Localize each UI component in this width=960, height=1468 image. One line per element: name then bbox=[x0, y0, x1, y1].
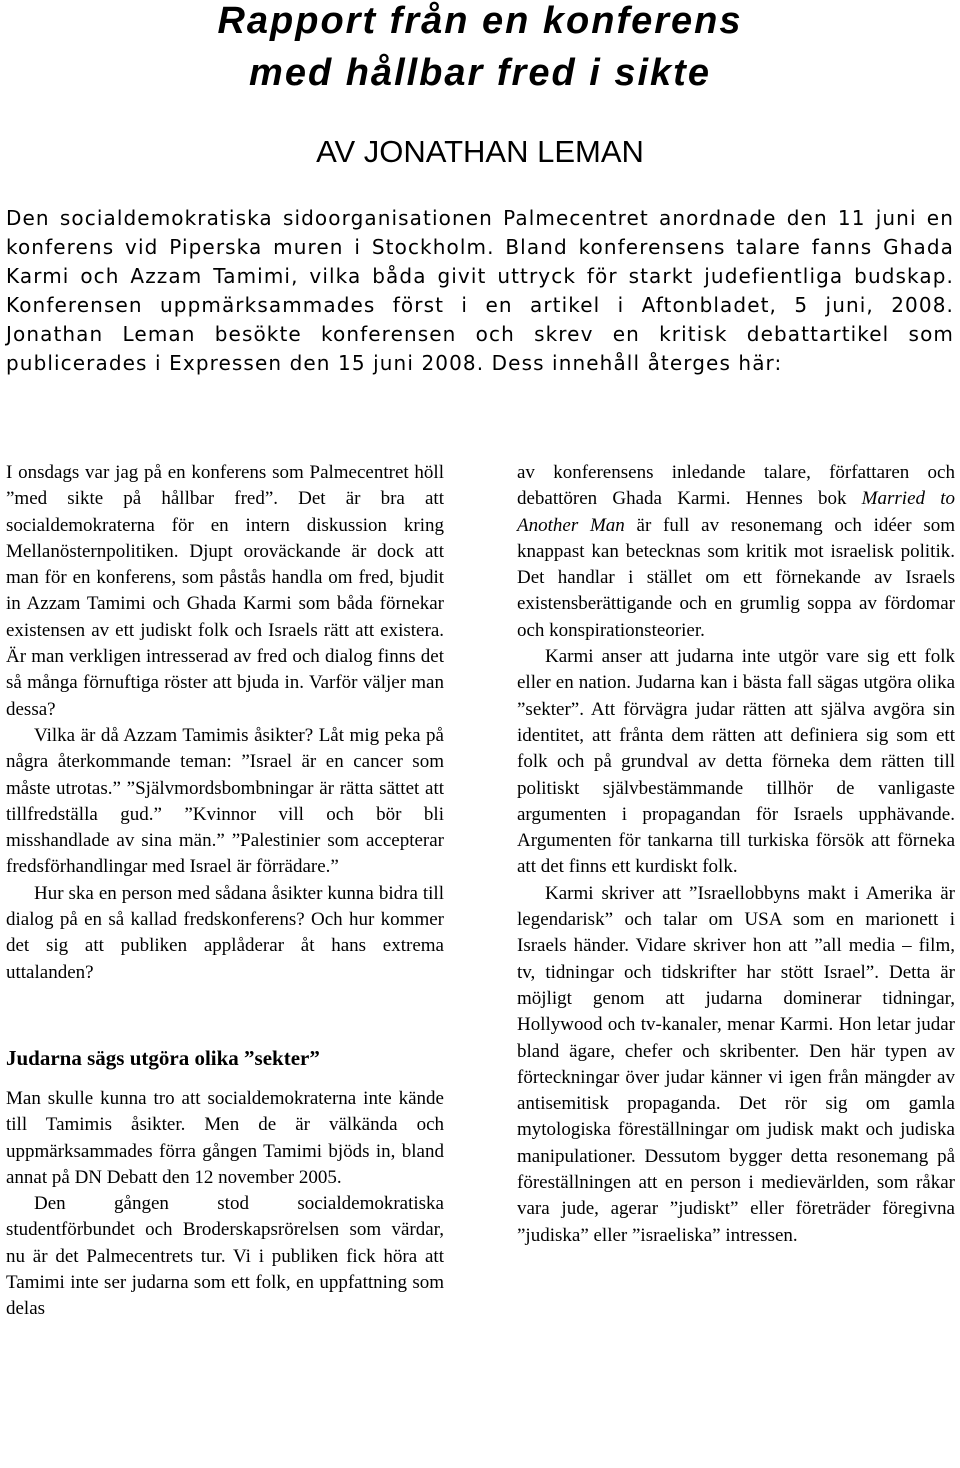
body-paragraph: Hur ska en person med sådana åsikter kunna bidra till dialog på en så kallad fredskonferens? Och hur kommer det sig att publiken applåderar åt hans extrema uttalanden? bbox=[6, 882, 444, 983]
body-paragraph: Den gången stod socialdemokratiska studentförbundet och Broderskapsrörelsen som värdar, nu är det Palmecentrets tur. Vi i publiken fick höra att Tamimi inte ser judarna som ett folk, en uppfattning som delas bbox=[6, 1193, 444, 1320]
body-paragraph bbox=[517, 460, 955, 644]
body-paragraph: I onsdags var jag på en konferens som Palmecentret höll ”med sikte på hållbar fred”. Det är bra att socialdemokraterna för en intern diskussion kring Mellanösternpolitiken. Djupt oroväckande är dock att man för en konferens, som påstås handla om fred, bjudit in Azzam Tamimi och Ghada Karmi som båda förnekar existensen av ett judiskt folk och Israels rätt att existera. Är man verkligen intresserad av fred och dialog finns det så många förnuftiga röster att bjuda in. Varför väljer man dessa? bbox=[6, 462, 444, 720]
body-paragraph: Karmi skriver att ”Israellobbyns makt i Amerika är legendarisk” och talar om USA som en marionett i Israels händer. Vidare skriver hon att ”all media – film, tv, tidningar och tidskrifter har stött Israel”. Detta är möjligt genom att judarna dominerar tidningar, Hollywood och tv-kanaler, menar Karmi. Hon letar judar bland ägare, chefer och skribenter. Den här typen av förteckningar över judar känner vi igen från mängder av antisemitisk propaganda. Det rör sig om gamla mytologiska föreställningar om judisk makt och judiska manipulationer. Dessutom bygger detta resonemang på föreställningen att en person i medievärlden, som råkar vara jude, agerar ”judiskt” eller företräder föregivna ”judiska” eller ”israeliska” intressen. bbox=[517, 882, 955, 1246]
left-column bbox=[6, 460, 444, 1323]
right-column bbox=[517, 460, 955, 1249]
section-subheading: Judarna sägs utgöra olika ”sekter” bbox=[6, 1045, 320, 1070]
book-title: Married to Another Man bbox=[517, 488, 956, 536]
body-text: är full av resonemang och idéer som knappast kan betecknas som kritik mot israelisk politik. Det handlar i stället om ett förnekande av Israels existensberättigande och en grumlig soppa av fördomar och konspirationsteorier. bbox=[517, 514, 955, 641]
byline: AV JONATHAN LEMAN bbox=[316, 134, 644, 169]
body-paragraph: Vilka är då Azzam Tamimis åsikter? Låt mig peka på några återkommande teman: ”Israel är en cancer som måste utrotas.” ”Självmordsbombningar är rätta sättet att tillfredställa gud.” ”Kvinnor vill och bör bli misshandlade av sina män.” ”Palestinier som accepterar fredsförhandlingar med Israel är förrädare.” bbox=[6, 724, 444, 878]
article-title-line-1: Rapport från en konferens bbox=[217, 0, 743, 42]
body-paragraph: Karmi anser att judarna inte utgör vare sig ett folk eller en nation. Judarna kan i bästa fall sägas utgöra olika ”sekter”. Att förvägra judar rätten att själva avgöra sin identitet, att frånta dem rätten att definiera sig som ett folk och på grundval av detta förneka dem rätten till politiskt självbestämmande tillhör de vanligaste argumenten i propagandan för Israels upphävande. Argumenten för tankarna till turkiska försök att förneka att det finns ett kurdiskt folk. bbox=[517, 646, 955, 878]
body-text: av konferensens inledande talare, författaren och debattören Ghada Karmi. Hennes bok bbox=[517, 462, 955, 510]
article-title-line-2: med hållbar fred i sikte bbox=[249, 52, 711, 94]
body-paragraph: Man skulle kunna tro att socialdemokraterna inte kände till Tamimis åsikter. Men de är välkända och uppmärksammades förra gången Tamimi bjöds in, bland annat på DN Debatt den 12 november 2005. bbox=[6, 1087, 444, 1188]
lead-paragraph: Den socialdemokratiska sidoorganisationen Palmecentret anordnade den 11 juni en konferens vid Piperska muren i Stockholm. Bland konferensens talare fanns Ghada Karmi och Azzam Tamimi, vilka båda givit uttryck för starkt judefientliga budskap. Konferensen uppmärksammades först i en artikel i Aftonbladet, 5 juni, 2008. Jonathan Leman besökte konferensen och skrev en kritisk debattartikel som publicerades i Expressen den 15 juni 2008. Dess innehåll återges här: bbox=[6, 206, 954, 375]
